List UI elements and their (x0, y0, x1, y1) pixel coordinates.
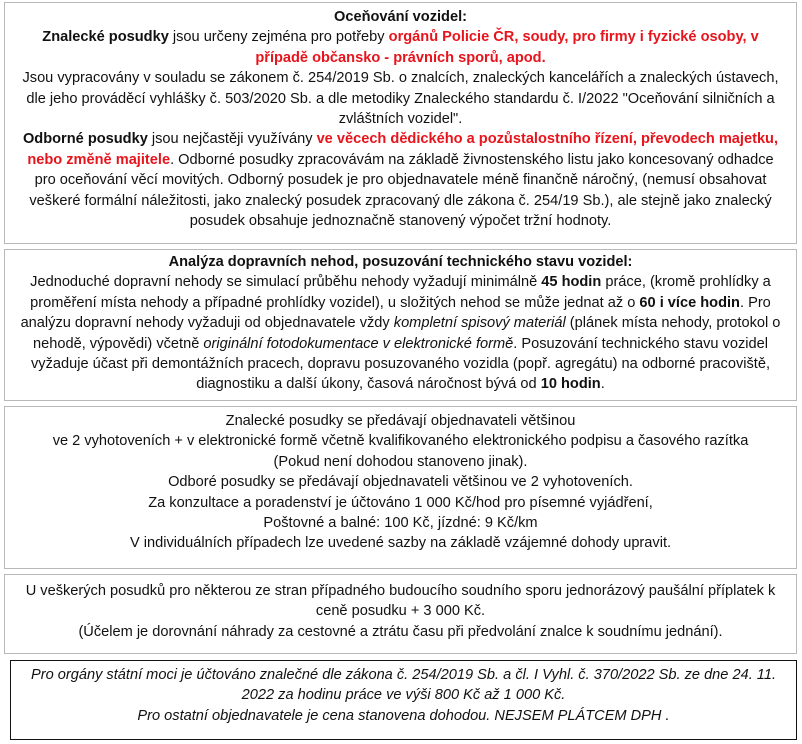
expert-reports-highlight: orgánů Policie ČR, soudy, pro firmy i fyzické osoby, v případě občansko - právních sporů, apod. (255, 29, 759, 66)
delivery-line: Znalecké posudky se předávají objednavateli většinou (225, 413, 576, 429)
valuation-section (4, 2, 797, 244)
delivery-line: ve 2 vyhotoveních + v elektronické formě včetně kvalifikovaného elektronického podpisu a časového razítka (52, 433, 749, 450)
delivery-pricing-section (4, 406, 797, 569)
aa-text-6: . (600, 376, 605, 393)
accident-analysis-title: Analýza dopravních nehod, posuzování technického stavu vozidel: (168, 254, 633, 270)
aa-text-2: práce, (kromě prohlídky a proměření místa nehody a případné prohlídky vozidel), u složitých nehod se může jednat až o (30, 274, 771, 311)
accident-analysis-section (4, 249, 797, 401)
aa-text-3: . Pro analýzu dopravní nehody vyžaduji od objednavatele vždy (20, 294, 771, 332)
aa-file-material: kompletní spisový materiál (393, 315, 566, 332)
aa-photo-docs: originální fotodokumentace v elektronické formě (203, 335, 514, 352)
professional-reports-paragraph (15, 129, 786, 231)
pricing-line: V individuálních případech lze uvedené sazby na základě vzájemné dohody upravit. (129, 535, 672, 552)
aa-text-4: (plánek místa nehody, protokol o nehodě, výpovědi) včetně (33, 315, 781, 352)
state-fee-text: Pro orgány státní moci je účtováno znalečné dle zákona č. 254/2019 Sb. a čl. I Vyhl. č. 370/2022 Sb. ze dne 24. 11. 2022 za hodinu práce ve výši 800 Kč až 1 000 Kč. (30, 667, 777, 704)
court-surcharge-section (4, 574, 797, 654)
delivery-line: (Pokud není dohodou stanoveno jinak). (273, 453, 528, 470)
other-clients-text: Pro ostatní objednavatele je cena stanovena dohodou. NEJSEM PLÁTCEM DPH . (137, 707, 670, 724)
expert-reports-paragraph (15, 27, 786, 68)
pricing-line: Poštovné a balné: 100 Kč, jízdné: 9 Kč/km (263, 515, 538, 532)
expert-reports-text: jsou určeny zejména pro potřeby (168, 29, 389, 46)
aa-text-5: . Posuzování technického stavu vozidel vyžaduje účast při demontážních pracech, dopravu posuzovaného vozidla (popř. agregátu) na odborné pracoviště, diagnostiku a další úkony, časová náročnost bývá od (30, 335, 771, 393)
professional-reports-label: Odborné posudky (22, 131, 148, 148)
accident-analysis-paragraph (13, 272, 788, 394)
aa-hours-more: 60 i více hodin (639, 294, 740, 311)
surcharge-purpose: (Účelem je dorovnání náhrady za cestovné a ztrátu času při předvolání znalce k soudnímu jednání). (78, 623, 723, 640)
valuation-title: Oceňování vozidel: (334, 9, 467, 25)
aa-hours-tech: 10 hodin (540, 376, 601, 393)
expert-reports-label: Znalecké posudky (42, 29, 169, 46)
professional-reports-text-rest: . Odborné posudky zpracovávám na základě živnostenského listu jako koncesovaný odhadce pro oceňování věcí movitých. Odborný posudek je pro objednavatele méně finančně náročný, (nemusí obsahovat veškeré formální náležitosti, jako znalecký posudek zpracovaný dle zákona č. 254/19 Sb.), ale stejně jako znalecký posudek obsahuje jednoznačně stanovený výpočet tržní hodnoty. (29, 151, 774, 230)
pricing-line: Za konzultace a poradenství je účtováno 1 000 Kč/hod pro písemné vyjádření, (148, 494, 653, 511)
delivery-line: Odboré posudky se předávají objednavateli většinou ve 2 vyhotoveních. (168, 474, 633, 491)
aa-text-1: Jednoduché dopravní nehody se simulací průběhu nehody vyžadují minimálně (30, 274, 542, 291)
surcharge-text: U veškerých posudků pro některou ze stran případného budoucího soudního sporu jednorázový paušální příplatek k ceně posudku + 3 000 Kč. (25, 583, 776, 620)
professional-reports-text: jsou nejčastěji využívány (147, 131, 317, 148)
state-authority-pricing-section (10, 660, 797, 740)
legal-basis-paragraph: Jsou vypracovány v souladu se zákonem č. 254/2019 Sb. o znalcích, znaleckých kancelářích a znaleckých ústavech, dle jeho prováděcí vyhlášky č. 503/2020 Sb. a dle metodiky Znaleckého standardu č. I/2022 "Oceňování silničních a zvláštních vozidel". (22, 70, 779, 128)
aa-hours-min: 45 hodin (541, 274, 602, 291)
professional-reports-highlight: ve věcech dědického a pozůstalostního řízení, převodech majetku, nebo změně majitele (27, 131, 779, 168)
